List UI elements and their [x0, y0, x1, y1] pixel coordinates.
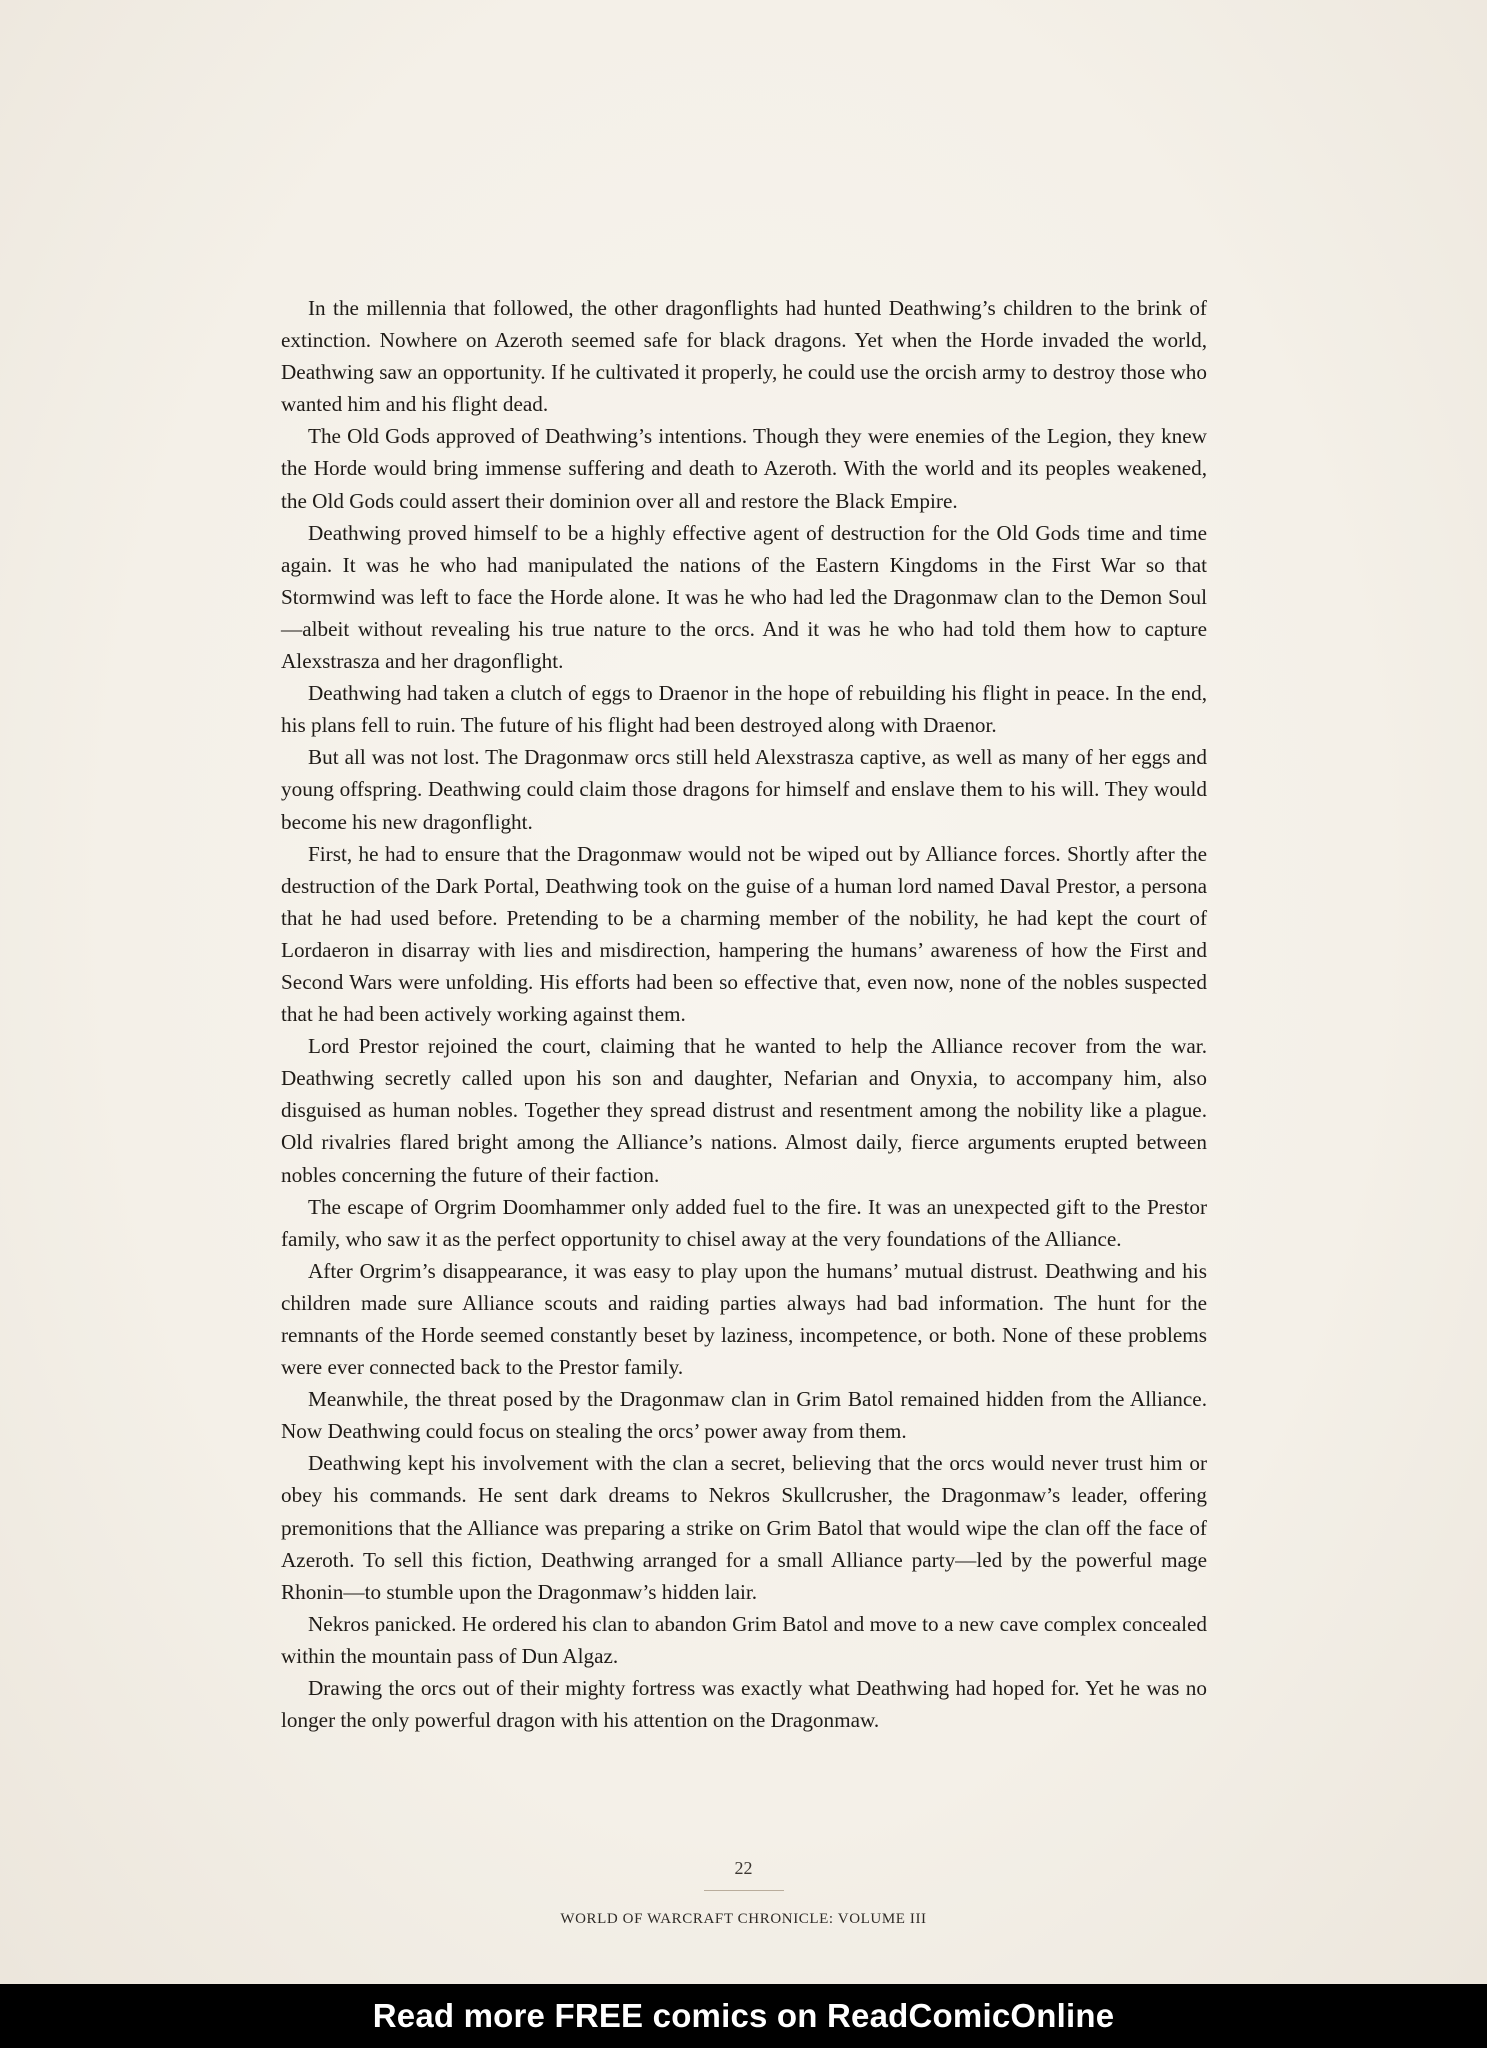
footer-divider: [704, 1890, 784, 1891]
running-title: WORLD OF WARCRAFT CHRONICLE: VOLUME III: [560, 1911, 927, 1927]
paragraph: Deathwing proved himself to be a highly effective agent of destruction for the Old Gods time and time again. It was he who had manipulated the nations of the Eastern Kingdoms in the First War so that Stormwind was left to face the Horde alone. It was he who had led the Dragonmaw clan to the Demon Soul—albeit without revealing his true nature to the orcs. And it was he who had told them how to capture Alexstrasza and her dragonflight.: [281, 520, 1207, 674]
paragraph: Drawing the orcs out of their mighty fortress was exactly what Deathwing had hoped for. Yet he was no longer the only powerful dragon with his attention on the Dragonmaw.: [281, 1676, 1207, 1733]
body-text: [281, 292, 1207, 1736]
paragraph: Deathwing had taken a clutch of eggs to Draenor in the hope of rebuilding his flight in peace. In the end, his plans fell to ruin. The future of his flight had been destroyed along with Draenor.: [281, 681, 1207, 738]
paragraph: Meanwhile, the threat posed by the Dragonmaw clan in Grim Batol remained hidden from the Alliance. Now Deathwing could focus on stealing the orcs’ power away from them.: [281, 1387, 1207, 1444]
page-number: 22: [734, 1858, 753, 1878]
paragraph: Deathwing kept his involvement with the clan a secret, believing that the orcs would never trust him or obey his commands. He sent dark dreams to Nekros Skullcrusher, the Dragonmaw’s leader, offering premonitions that the Alliance was preparing a strike on Grim Batol that would wipe the clan off the face of Azeroth. To sell this fiction, Deathwing arranged for a small Alliance party—led by the powerful mage Rhonin—to stumble upon the Dragonmaw’s hidden lair.: [281, 1451, 1207, 1604]
paragraph: In the millennia that followed, the other dragonflights had hunted Deathwing’s children to the brink of extinction. Nowhere on Azeroth seemed safe for black dragons. Yet when the Horde invaded the world, Deathwing saw an opportunity. If he cultivated it properly, he could use the orcish army to destroy those who wanted him and his flight dead.: [281, 296, 1207, 417]
paragraph: First, he had to ensure that the Dragonmaw would not be wiped out by Alliance forces. Shortly after the destruction of the Dark Portal, Deathwing took on the guise of a human lord named Daval Prestor, a persona that he had used before. Pretending to be a charming member of the nobility, he had kept the court of Lordaeron in disarray with lies and misdirection, hampering the humans’ awareness of how the First and Second Wars were unfolding. His efforts had been so effective that, even now, none of the nobles suspected that he had been actively working against them.: [281, 841, 1207, 1027]
paragraph: Lord Prestor rejoined the court, claiming that he wanted to help the Alliance recover from the war. Deathwing secretly called upon his son and daughter, Nefarian and Onyxia, to accompany him, also disguised as human nobles. Together they spread distrust and resentment among the nobility like a plague. Old rivalries flared bright among the Alliance’s nations. Almost daily, fierce arguments erupted between nobles concerning the future of their faction.: [281, 1034, 1207, 1187]
paragraph: The escape of Orgrim Doomhammer only added fuel to the fire. It was an unexpected gift to the Prestor family, who saw it as the perfect opportunity to chisel away at the very foundations of the Alliance.: [281, 1194, 1207, 1251]
promo-banner-text[interactable]: Read more FREE comics on ReadComicOnline: [372, 1997, 1115, 2034]
paragraph: Nekros panicked. He ordered his clan to abandon Grim Batol and move to a new cave complex concealed within the mountain pass of Dun Algaz.: [281, 1611, 1207, 1668]
paragraph: The Old Gods approved of Deathwing’s intentions. Though they were enemies of the Legion, they knew the Horde would bring immense suffering and death to Azeroth. With the world and its peoples weakened, the Old Gods could assert their dominion over all and restore the Black Empire.: [281, 424, 1207, 513]
paragraph: After Orgrim’s disappearance, it was easy to play upon the humans’ mutual distrust. Deathwing and his children made sure Alliance scouts and raiding parties always had bad information. The hunt for the remnants of the Horde seemed constantly beset by laziness, incompetence, or both. None of these problems were ever connected back to the Prestor family.: [281, 1258, 1207, 1380]
promo-banner[interactable]: [0, 1984, 1487, 2048]
paragraph: But all was not lost. The Dragonmaw orcs still held Alexstrasza captive, as well as many of her eggs and young offspring. Deathwing could claim those dragons for himself and enslave them to his will. They would become his new dragonflight.: [281, 745, 1207, 834]
